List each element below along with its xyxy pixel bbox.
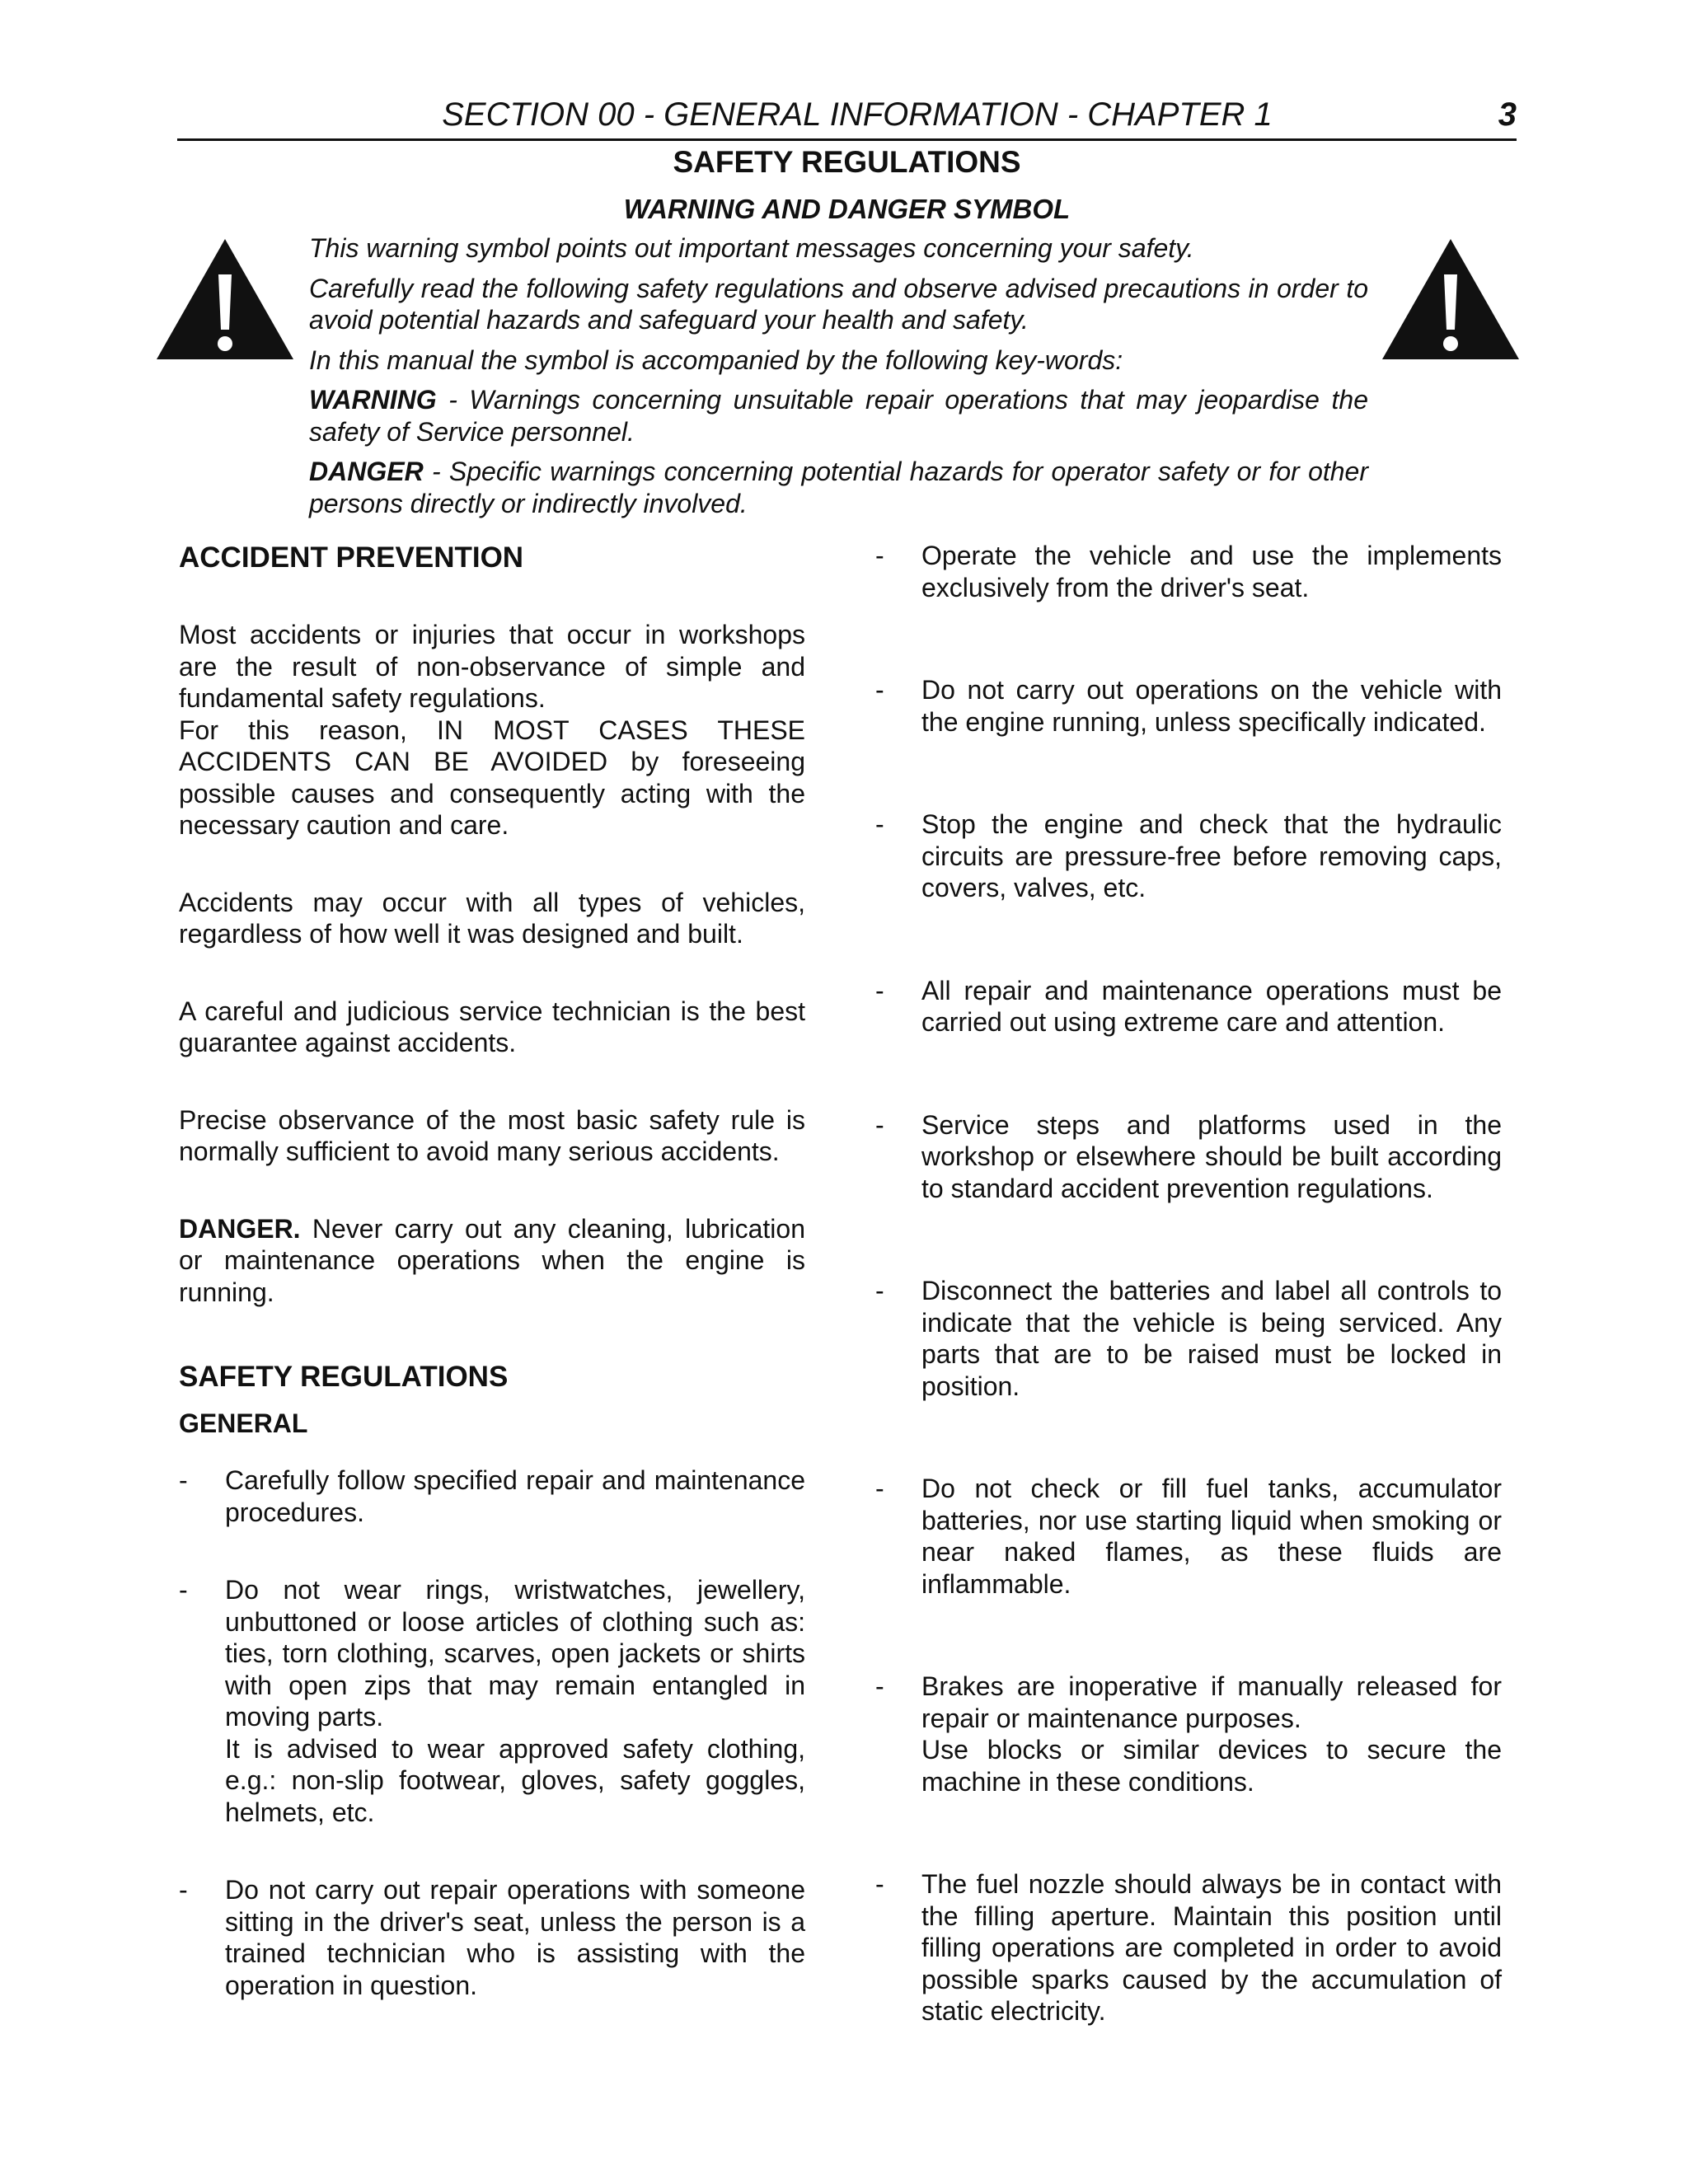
- warning-keyword-definition: [309, 384, 1368, 448]
- list-bullet: -: [179, 1875, 188, 1905]
- warning-triangle-icon: [155, 237, 295, 361]
- body-paragraph: For this reason, IN MOST CASES THESE ACCIDENTS CAN BE AVOIDED by foreseeing possible causes and consequently acting with the necessary caution and care.: [179, 715, 805, 840]
- list-item-text: Brakes are inoperative if manually released for repair or maintenance purposes.: [921, 1671, 1502, 1733]
- list-item-text: Disconnect the batteries and label all controls to indicate that the vehicle is being serviced. Any parts that are to be raised must be locked in position.: [921, 1276, 1502, 1401]
- warning-symbol-heading: WARNING AND DANGER SYMBOL: [623, 194, 1071, 224]
- danger-keyword-text: - Specific warnings concerning potential hazards for operator safety or for other persons directly or indirectly involved.: [309, 457, 1368, 518]
- warning-paragraph: In this manual the symbol is accompanied by the following key-words:: [309, 344, 1123, 375]
- list-bullet: -: [179, 1465, 188, 1495]
- section-header-title: SECTION 00 - GENERAL INFORMATION - CHAPTER 1: [442, 96, 1273, 133]
- danger-note-text: Never carry out any cleaning, lubrication or maintenance operations when the engine is running.: [179, 1213, 805, 1307]
- list-item: [875, 1109, 1502, 1205]
- page-title: SAFETY REGULATIONS: [673, 145, 1021, 179]
- list-item-text: Do not check or fill fuel tanks, accumulator batteries, nor use starting liquid when smoking or near naked flames, as these fluids are inflammable.: [921, 1474, 1502, 1599]
- warning-paragraph: Carefully read the following safety regulations and observe advised precautions in order to avoid potential hazards and safeguard your health and safety.: [309, 273, 1368, 335]
- list-item: [875, 975, 1502, 1038]
- list-item: [875, 1473, 1502, 1600]
- list-item: [875, 808, 1502, 904]
- list-item-text: Do not carry out repair operations with someone sitting in the driver's seat, unless the person is a trained technician who is assisting with the operation in question.: [225, 1875, 805, 2000]
- list-item-text: The fuel nozzle should always be in contact with the filling aperture. Maintain this position until filling operations are completed in order to avoid possible sparks caused by the accumulation of static electricity.: [921, 1869, 1502, 2026]
- list-bullet: -: [875, 675, 884, 705]
- list-item: [875, 540, 1502, 603]
- warning-symbol-description: [309, 232, 1368, 527]
- body-paragraph: A careful and judicious service technician is the best guarantee against accidents.: [179, 996, 805, 1057]
- safety-regulations-heading: SAFETY REGULATIONS: [179, 1361, 509, 1393]
- list-item-text: It is advised to wear approved safety clothing, e.g.: non-slip footwear, gloves, safety goggles, helmets, etc.: [225, 1733, 805, 1827]
- list-item-text: Operate the vehicle and use the implements exclusively from the driver's seat.: [921, 541, 1502, 602]
- page-number: 3: [1498, 96, 1517, 133]
- body-paragraph: Precise observance of the most basic safety rule is normally sufficient to avoid many serious accidents.: [179, 1104, 805, 1166]
- list-item: [875, 674, 1502, 738]
- list-bullet: -: [875, 1109, 884, 1140]
- general-subheading: GENERAL: [179, 1408, 308, 1438]
- accident-prevention-heading: ACCIDENT PREVENTION: [179, 541, 524, 574]
- list-bullet: -: [875, 1474, 884, 1503]
- body-paragraph: Most accidents or injuries that occur in workshops are the result of non-observance of simple and fundamental safety regulations.: [179, 620, 805, 713]
- list-item-text: Carefully follow specified repair and maintenance procedures.: [225, 1465, 805, 1527]
- list-item-text: Stop the engine and check that the hydraulic circuits are pressure-free before removing caps, covers, valves, etc.: [921, 809, 1502, 902]
- list-bullet: -: [179, 1575, 188, 1605]
- list-bullet: -: [875, 1671, 884, 1701]
- list-item: [875, 1275, 1502, 1402]
- body-paragraph: Accidents may occur with all types of vehicles, regardless of how well it was designed and built.: [179, 887, 805, 949]
- danger-label: DANGER.: [179, 1213, 301, 1244]
- list-item: [179, 1874, 805, 2001]
- list-item-text: Do not wear rings, wristwatches, jewellery, unbuttoned or loose articles of clothing such as: ties, torn clothing, scarves, open jackets or shirts with open zips that may remain entangled in moving parts.: [225, 1575, 805, 1732]
- list-item: [179, 1465, 805, 1528]
- danger-keyword-definition: [309, 456, 1368, 519]
- list-item-text: All repair and maintenance operations must be carried out using extreme care and attention.: [921, 975, 1502, 1037]
- warning-paragraph: This warning symbol points out important messages concerning your safety.: [309, 233, 1194, 263]
- list-bullet: -: [875, 541, 884, 570]
- list-bullet: -: [875, 1869, 884, 1899]
- list-item-text: Use blocks or similar devices to secure the machine in these conditions.: [921, 1735, 1502, 1797]
- list-bullet: -: [875, 1276, 884, 1305]
- warning-keyword: WARNING: [309, 385, 437, 415]
- list-bullet: -: [875, 809, 884, 839]
- list-bullet: -: [875, 975, 884, 1005]
- list-item: [179, 1574, 805, 1828]
- header-rule: [177, 138, 1517, 141]
- warning-keyword-text: - Warnings concerning unsuitable repair operations that may jeopardise the safety of Service personnel.: [309, 385, 1368, 447]
- list-item: [875, 1868, 1502, 2027]
- warning-triangle-icon: [1381, 237, 1521, 361]
- list-item-text: Service steps and platforms used in the workshop or elsewhere should be built according to standard accident prevention regulations.: [921, 1109, 1502, 1203]
- list-item: [875, 1671, 1502, 1797]
- right-column: [875, 540, 1502, 2027]
- left-column: [179, 540, 805, 2001]
- danger-note: [179, 1213, 805, 1309]
- danger-keyword: DANGER: [309, 457, 424, 486]
- list-item-text: Do not carry out operations on the vehicle with the engine running, unless specifically indicated.: [921, 675, 1502, 737]
